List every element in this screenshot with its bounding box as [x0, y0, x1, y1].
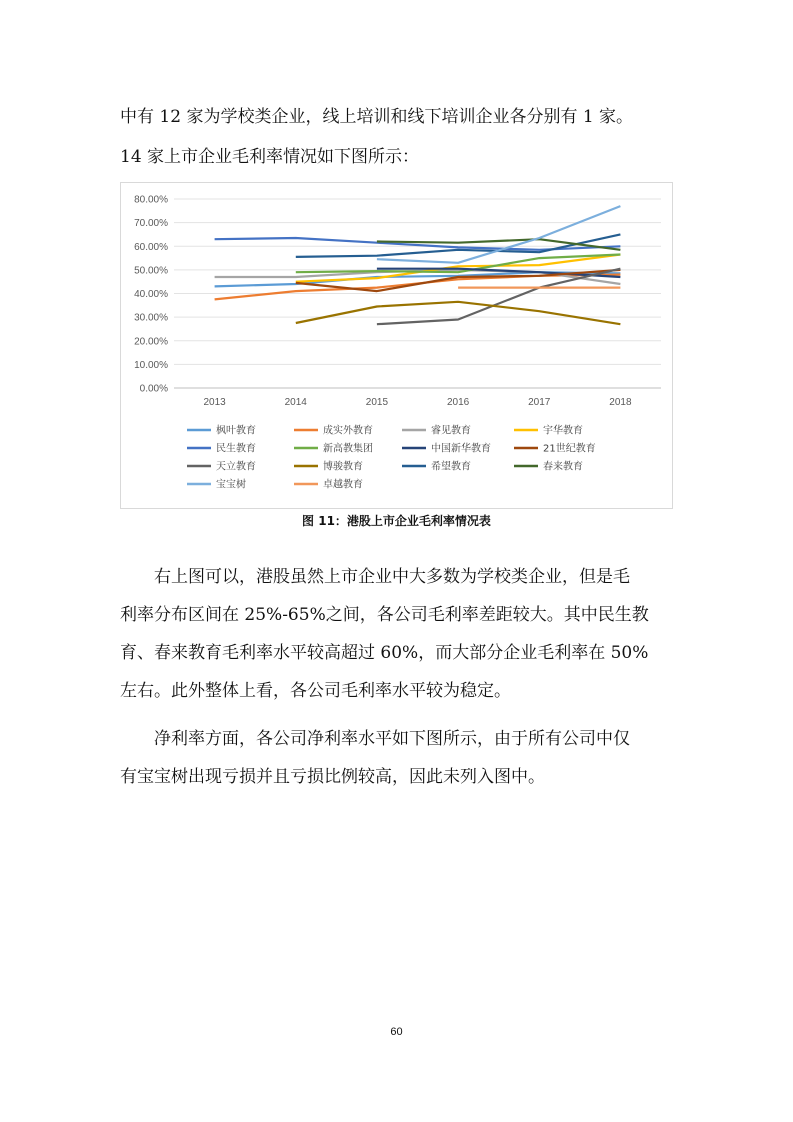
y-tick-label: 60.00%	[134, 241, 168, 253]
legend-label: 希望教育	[431, 461, 471, 473]
figure-caption: 图 11：港股上市企业毛利率情况表	[302, 514, 491, 528]
page-number: 60	[390, 1026, 403, 1038]
x-tick-label: 2018	[609, 397, 632, 408]
y-tick-label: 70.00%	[134, 218, 168, 230]
paragraph-bottom-4: 左右。此外整体上看，各公司毛利率水平较为稳定。	[120, 681, 511, 701]
paragraph-bottom-2: 利率分布区间在 25%-65%之间，各公司毛利率差距较大。其中民生教	[120, 605, 649, 625]
legend-label: 天立教育	[216, 461, 256, 473]
y-tick-label: 50.00%	[134, 265, 168, 277]
y-tick-label: 80.00%	[134, 194, 168, 206]
x-tick-label: 2016	[446, 397, 470, 408]
legend-label: 宝宝树	[216, 479, 246, 491]
paragraph-bottom-1: 右上图可以，港股虽然上市企业中大多数为学校类企业，但是毛	[154, 567, 630, 587]
x-tick-label: 2014	[284, 397, 307, 408]
chart-canvas	[121, 183, 672, 508]
legend-label: 新高教集团	[323, 443, 373, 455]
y-tick-label: 20.00%	[134, 336, 168, 348]
legend-label: 宇华教育	[543, 425, 583, 437]
paragraph-bottom-3: 育、春来教育毛利率水平较高超过 60%，而大部分企业毛利率在 50%	[120, 643, 649, 663]
x-tick-label: 2013	[203, 397, 226, 408]
series-line	[296, 234, 621, 257]
legend-label: 民生教育	[216, 443, 256, 455]
paragraph-top-1: 中有 12 家为学校类企业，线上培训和线下培训企业各分别有 1 家。	[120, 107, 634, 127]
legend-label: 博骏教育	[323, 461, 363, 473]
series-line	[296, 302, 621, 324]
legend-label: 中国新华教育	[431, 443, 491, 455]
paragraph-bottom-5: 净利率方面，各公司净利率水平如下图所示，由于所有公司中仅	[154, 729, 630, 749]
y-tick-label: 0.00%	[139, 383, 168, 395]
series-line	[377, 206, 621, 263]
legend-label: 春来教育	[543, 461, 583, 473]
y-tick-label: 10.00%	[134, 359, 168, 371]
legend-label: 21世纪教育	[543, 443, 596, 455]
gross-margin-chart	[120, 182, 673, 509]
x-tick-label: 2015	[365, 397, 389, 408]
legend-label: 卓越教育	[323, 479, 363, 491]
paragraph-bottom-6: 有宝宝树出现亏损并且亏损比例较高，因此未列入图中。	[120, 767, 545, 787]
legend-label: 枫叶教育	[216, 425, 256, 437]
y-tick-label: 30.00%	[134, 312, 168, 324]
y-tick-label: 40.00%	[134, 289, 168, 300]
paragraph-top-2: 14 家上市企业毛利率情况如下图所示：	[120, 147, 420, 167]
legend-label: 睿见教育	[431, 425, 471, 437]
x-tick-label: 2017	[528, 397, 551, 408]
legend-label: 成实外教育	[323, 425, 373, 437]
